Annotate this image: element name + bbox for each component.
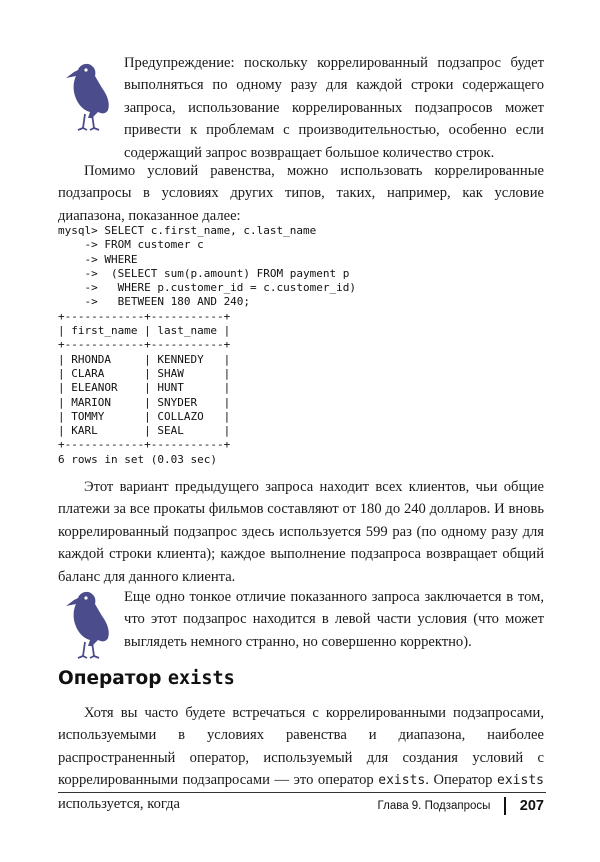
footer-separator [504, 797, 505, 815]
footer-rule [58, 792, 546, 793]
section-heading [58, 668, 235, 689]
warning-note [58, 52, 544, 161]
inline-code-exists: exists [378, 773, 426, 789]
inline-code-exists: exists [497, 773, 544, 789]
para3-text-2: . Оператор [425, 772, 498, 789]
sql-code-block: mysql> SELECT c.first_name, c.last_name -> FROM customer c -> WHERE -> (SELECT sum(p.amount) FROM payment p -> WHERE p.customer_id = c.customer_id) -> BETWEEN 180 AND 240; +------------+-----------+ | first_name | last_name | +------------+-----------+ | RHONDA | KENNEDY | | CLARA | SHAW | | ELEANOR | HUNT | | MARION | SNYDER | | TOMMY | COLLAZO | | KARL | SEAL | +------------+-----------+ 6 rows in set (0.03 sec) [58, 224, 357, 466]
page-footer [378, 796, 544, 816]
tip-note-text: Еще одно тонкое отличие показанного запроса заключается в том, что этот подзапрос находится в левой части условия (что может выглядеть немного странно, но совершенно корректно). [124, 589, 544, 650]
paragraph-explanation: Этот вариант предыдущего запроса находит всех клиентов, чьи общие платежи за все прокаты фильмов составляют от 180 до 240 долларов. И вновь коррелированный подзапрос здесь используется 599 раз (по одному разу для каждой строки клиента); каждое выполнение подзапроса возвращает общий баланс для данного клиента. [58, 479, 544, 585]
section-heading-keyword: exists [167, 668, 235, 689]
crow-icon [58, 58, 114, 132]
section-heading-text: Оператор [58, 668, 168, 689]
para3-text-3: используется, когда [58, 795, 181, 812]
warning-note-text: Предупреждение: поскольку коррелированный подзапрос будет выполняться по одному разу для каждой строки содержащего запроса, использование коррелированных подзапросов может привести к проблемам с производительностью, особенно если содержащий запрос возвращает большое количество строк. [124, 55, 544, 161]
tip-note [58, 586, 544, 660]
crow-icon [58, 586, 114, 660]
paragraph-range-condition: Помимо условий равенства, можно использовать коррелированные подзапросы в условиях других типов, таких, например, как условие диапазона, показанное далее: [58, 163, 544, 224]
para3-text-1: Хотя вы часто будете встречаться с коррелированными подзапросами, используемыми в условиях равенства и диапазона, наиболее распространенный оператор, используемый для создания условий с коррелированными подзапросами — это оператор [58, 705, 544, 789]
chapter-title: Глава 9. Подзапросы [377, 800, 491, 812]
page-number: 207 [519, 798, 544, 814]
